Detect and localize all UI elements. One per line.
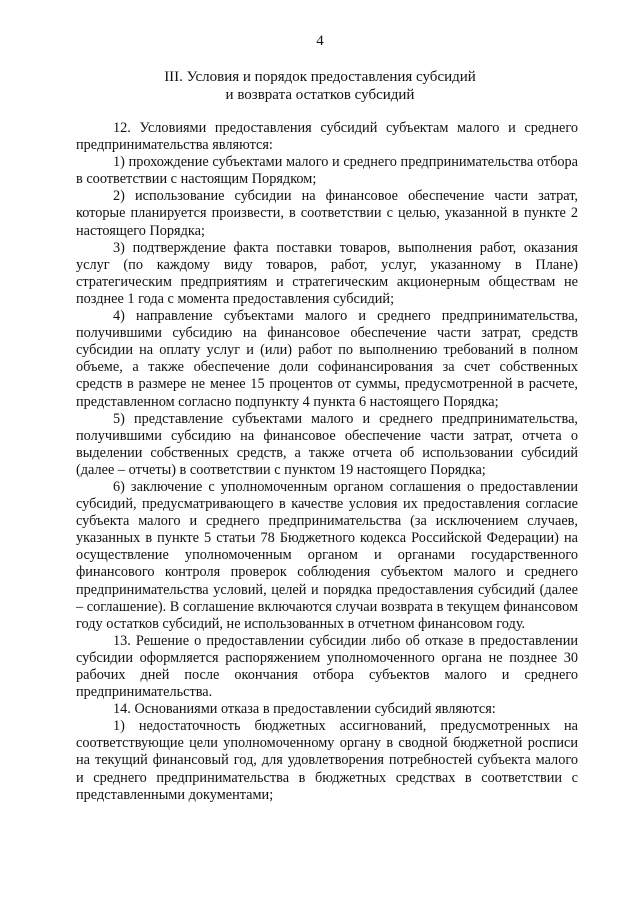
page-number: 4 <box>316 33 324 49</box>
condition-item-6: 6) заключение с уполномоченным органом соглашения о предоставлении субсидий, предусматривающего в качестве условия их предоставления согласие субъекта малого и среднего предпринимательства (за исключением случаев, указанных в пункте 5 статьи 78 Бюджетного кодекса Российской Федерации) на осуществление уполномоченным органом и органами государственного финансового контроля проверок соблюдения субъектом малого и среднего предпринимательства условий, целей и порядка предоставления субсидий (далее – соглашение). В соглашение включаются случаи возврата в текущем финансовом году остатков субсидий, не использованных в отчетном финансовом году. <box>76 478 578 632</box>
document-body <box>76 120 578 804</box>
condition-item-4: 4) направление субъектами малого и среднего предпринимательства, получившими субсидию на финансовое обеспечение части затрат, средств субсидии на оплату услуг и (или) работ по выполнению требований в полном объеме, а также обеспечение доли софинансирования за счет собственных средств в размере не менее 15 процентов от суммы, предусмотренной в расчете, представленном согласно подпункту 4 пункта 6 настоящего Порядка; <box>76 308 578 410</box>
condition-item-2: 2) использование субсидии на финансовое обеспечение части затрат, которые планируется произвести, в соответствии с целью, указанной в пункте 2 настоящего Порядка; <box>76 188 578 239</box>
refusal-item-1: 1) недостаточность бюджетных ассигнований, предусмотренных на соответствующие цели уполномоченному органу в сводной бюджетной росписи на текущий финансовый год, для удовлетворения потребностей субъекта малого и среднего предпринимательства в бюджетных средствах в соответствии с представленными документами; <box>76 718 578 803</box>
paragraph-12-intro: 12. Условиями предоставления субсидий субъектам малого и среднего предпринимательства являются: <box>76 120 578 154</box>
condition-item-1: 1) прохождение субъектами малого и среднего предпринимательства отбора в соответствии с настоящим Порядком; <box>76 154 578 188</box>
condition-item-5: 5) представление субъектами малого и среднего предпринимательства, получившими субсидию на финансовое обеспечение части затрат, отчета о выделении собственных средств, а также отчета об использовании субсидий (далее – отчеты) в соответствии с пунктом 19 настоящего Порядка; <box>76 410 578 478</box>
paragraph-14-intro: 14. Основаниями отказа в предоставлении субсидий являются: <box>113 701 496 718</box>
section-heading-line-1: III. Условия и порядок предоставления субсидий <box>164 69 476 85</box>
condition-item-3: 3) подтверждение факта поставки товаров, выполнения работ, оказания услуг (по каждому виду товаров, работ, услуг, указанному в Плане) стратегическим предприятиям и стратегическим акционерным обществам не позднее 1 года с момента предоставления субсидий; <box>76 239 578 307</box>
section-heading <box>60 68 580 104</box>
paragraph-13: 13. Решение о предоставлении субсидии либо об отказе в предоставлении субсидии оформляется распоряжением уполномоченного органа не позднее 30 рабочих дней после окончания отбора субъектов малого и среднего предпринимательства. <box>76 632 578 701</box>
section-heading-line-2: и возврата остатков субсидий <box>225 87 415 103</box>
